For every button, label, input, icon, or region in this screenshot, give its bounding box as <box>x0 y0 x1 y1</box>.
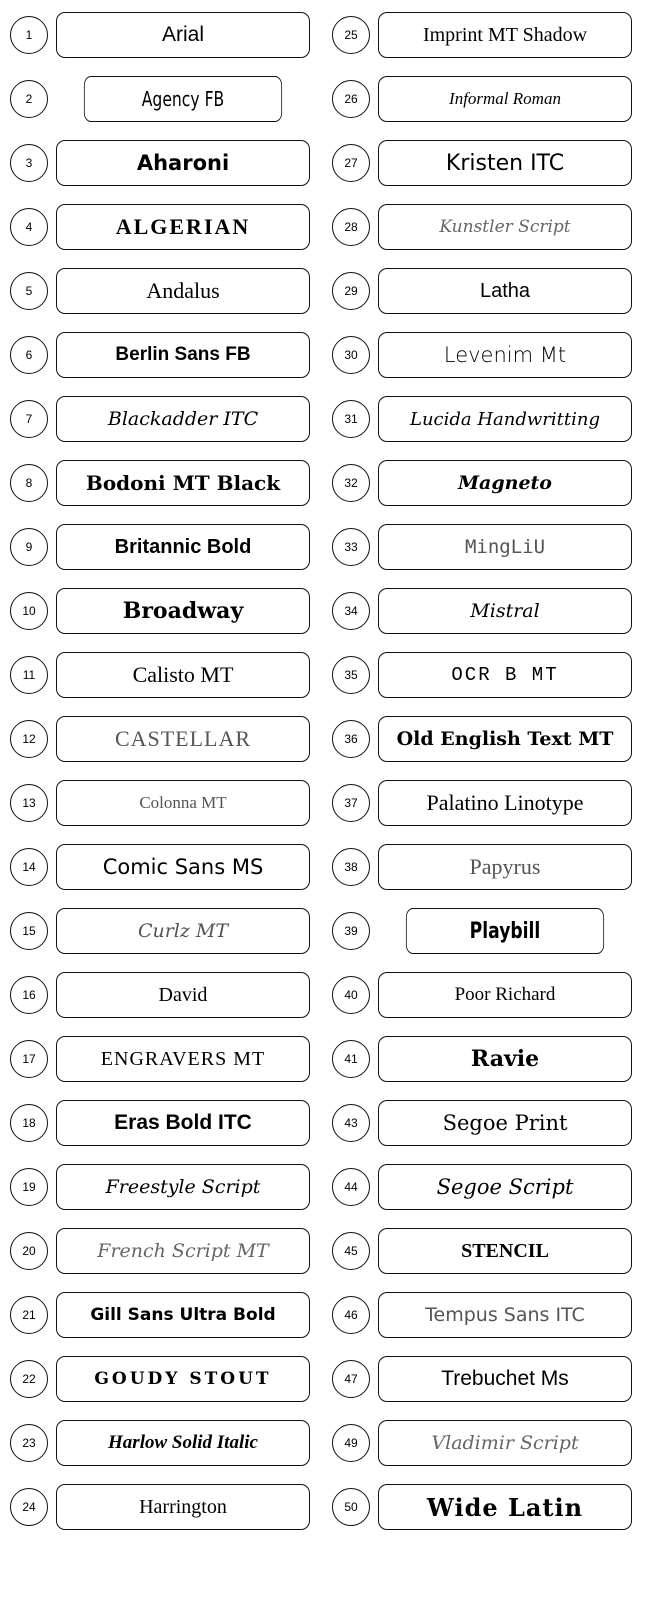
font-row-18 <box>6 1098 336 1162</box>
font-row-23 <box>6 1418 336 1482</box>
font-row-3 <box>6 138 336 202</box>
font-row-24 <box>6 1482 336 1546</box>
number-badge: 32 <box>332 464 370 502</box>
font-option-curlz-mt[interactable]: Curlz MT <box>56 908 310 954</box>
font-row-1 <box>6 10 336 74</box>
font-row-27 <box>328 138 658 202</box>
font-row-30 <box>328 330 658 394</box>
number-badge: 9 <box>10 528 48 566</box>
font-option-agency-fb[interactable]: Agency FB <box>84 76 282 122</box>
number-badge: 28 <box>332 208 370 246</box>
number-badge: 5 <box>10 272 48 310</box>
number-badge: 26 <box>332 80 370 118</box>
number-badge: 33 <box>332 528 370 566</box>
font-option-engravers-mt[interactable]: ENGRAVERS MT <box>56 1036 310 1082</box>
font-option-kunstler-script[interactable]: Kunstler Script <box>378 204 632 250</box>
font-list-left <box>6 10 336 1546</box>
font-row-31 <box>328 394 658 458</box>
font-option-lucida-handwriting[interactable]: Lucida Handwritting <box>378 396 632 442</box>
font-row-21 <box>6 1290 336 1354</box>
number-badge: 38 <box>332 848 370 886</box>
number-badge: 34 <box>332 592 370 630</box>
number-badge: 17 <box>10 1040 48 1078</box>
number-badge: 50 <box>332 1488 370 1526</box>
font-row-49 <box>328 1418 658 1482</box>
font-option-harrington[interactable]: Harrington <box>56 1484 310 1530</box>
number-badge: 7 <box>10 400 48 438</box>
font-row-15 <box>6 906 336 970</box>
font-row-16 <box>6 970 336 1034</box>
number-badge: 6 <box>10 336 48 374</box>
number-badge: 29 <box>332 272 370 310</box>
font-option-playbill[interactable]: Playbill <box>406 908 604 954</box>
font-option-mingliu[interactable]: MingLiU <box>378 524 632 570</box>
number-badge: 15 <box>10 912 48 950</box>
font-row-41 <box>328 1034 658 1098</box>
font-row-45 <box>328 1226 658 1290</box>
font-option-tempus-sans-itc[interactable]: Tempus Sans ITC <box>378 1292 632 1338</box>
number-badge: 14 <box>10 848 48 886</box>
font-row-5 <box>6 266 336 330</box>
font-row-43 <box>328 1098 658 1162</box>
font-option-wide-latin[interactable]: Wide Latin <box>378 1484 632 1530</box>
font-option-old-english-text-mt[interactable]: Old English Text MT <box>378 716 632 762</box>
font-option-aharoni[interactable]: Aharoni <box>56 140 310 186</box>
font-row-13 <box>6 778 336 842</box>
font-option-goudy-stout[interactable]: GOUDY STOUT <box>56 1356 310 1402</box>
number-badge: 12 <box>10 720 48 758</box>
number-badge: 13 <box>10 784 48 822</box>
font-option-harlow-solid-italic[interactable]: Harlow Solid Italic <box>56 1420 310 1466</box>
font-list-right <box>328 10 658 1546</box>
font-option-segoe-print[interactable]: Segoe Print <box>378 1100 632 1146</box>
number-badge: 10 <box>10 592 48 630</box>
font-row-35 <box>328 650 658 714</box>
font-row-14 <box>6 842 336 906</box>
number-badge: 24 <box>10 1488 48 1526</box>
font-option-castellar[interactable]: CASTELLAR <box>56 716 310 762</box>
font-row-6 <box>6 330 336 394</box>
font-row-8 <box>6 458 336 522</box>
font-row-36 <box>328 714 658 778</box>
number-badge: 21 <box>10 1296 48 1334</box>
font-option-colonna-mt[interactable]: Colonna MT <box>56 780 310 826</box>
font-row-38 <box>328 842 658 906</box>
font-row-19 <box>6 1162 336 1226</box>
font-option-vladimir-script[interactable]: Vladimir Script <box>378 1420 632 1466</box>
font-row-44 <box>328 1162 658 1226</box>
font-option-arial[interactable]: Arial <box>56 12 310 58</box>
font-row-47 <box>328 1354 658 1418</box>
font-row-40 <box>328 970 658 1034</box>
font-option-stencil[interactable]: STENCIL <box>378 1228 632 1274</box>
number-badge: 36 <box>332 720 370 758</box>
number-badge: 23 <box>10 1424 48 1462</box>
number-badge: 3 <box>10 144 48 182</box>
font-option-andalus[interactable]: Andalus <box>56 268 310 314</box>
number-badge: 25 <box>332 16 370 54</box>
font-row-50 <box>328 1482 658 1546</box>
font-option-informal-roman[interactable]: Informal Roman <box>378 76 632 122</box>
font-row-17 <box>6 1034 336 1098</box>
font-row-29 <box>328 266 658 330</box>
font-option-blackadder-itc[interactable]: Blackadder ITC <box>56 396 310 442</box>
font-row-12 <box>6 714 336 778</box>
number-badge: 2 <box>10 80 48 118</box>
font-option-bodoni-mt-black[interactable]: Bodoni MT Black <box>56 460 310 506</box>
number-badge: 40 <box>332 976 370 1014</box>
number-badge: 45 <box>332 1232 370 1270</box>
font-row-34 <box>328 586 658 650</box>
font-row-46 <box>328 1290 658 1354</box>
font-option-broadway[interactable]: Broadway <box>56 588 310 634</box>
font-row-22 <box>6 1354 336 1418</box>
number-badge: 47 <box>332 1360 370 1398</box>
font-option-segoe-script[interactable]: Segoe Script <box>378 1164 632 1210</box>
number-badge: 1 <box>10 16 48 54</box>
number-badge: 22 <box>10 1360 48 1398</box>
number-badge: 41 <box>332 1040 370 1078</box>
number-badge: 49 <box>332 1424 370 1462</box>
number-badge: 39 <box>332 912 370 950</box>
font-option-french-script-mt[interactable]: French Script MT <box>56 1228 310 1274</box>
font-option-britannic-bold[interactable]: Britannic Bold <box>56 524 310 570</box>
font-option-magneto[interactable]: Magneto <box>378 460 632 506</box>
font-row-25 <box>328 10 658 74</box>
number-badge: 20 <box>10 1232 48 1270</box>
number-badge: 46 <box>332 1296 370 1334</box>
font-row-9 <box>6 522 336 586</box>
number-badge: 37 <box>332 784 370 822</box>
font-option-mistral[interactable]: Mistral <box>378 588 632 634</box>
font-option-eras-bold-itc[interactable]: Eras Bold ITC <box>56 1100 310 1146</box>
number-badge: 35 <box>332 656 370 694</box>
font-row-39 <box>328 906 658 970</box>
font-row-7 <box>6 394 336 458</box>
font-row-37 <box>328 778 658 842</box>
number-badge: 31 <box>332 400 370 438</box>
font-option-comic-sans-ms[interactable]: Comic Sans MS <box>56 844 310 890</box>
font-row-2 <box>6 74 336 138</box>
number-badge: 30 <box>332 336 370 374</box>
font-row-10 <box>6 586 336 650</box>
font-row-33 <box>328 522 658 586</box>
font-option-calisto-mt[interactable]: Calisto MT <box>56 652 310 698</box>
font-option-poor-richard[interactable]: Poor Richard <box>378 972 632 1018</box>
font-option-ravie[interactable]: Ravie <box>378 1036 632 1082</box>
number-badge: 16 <box>10 976 48 1014</box>
number-badge: 27 <box>332 144 370 182</box>
font-option-palatino-linotype[interactable]: Palatino Linotype <box>378 780 632 826</box>
font-option-freestyle-script[interactable]: Freestyle Script <box>56 1164 310 1210</box>
number-badge: 4 <box>10 208 48 246</box>
font-option-algerian[interactable]: ALGERIAN <box>56 204 310 250</box>
font-option-imprint-mt-shadow[interactable]: Imprint MT Shadow <box>378 12 632 58</box>
number-badge: 8 <box>10 464 48 502</box>
number-badge: 18 <box>10 1104 48 1142</box>
font-row-4 <box>6 202 336 266</box>
font-option-trebuchet-ms[interactable]: Trebuchet Ms <box>378 1356 632 1402</box>
font-option-kristen-itc[interactable]: Kristen ITC <box>378 140 632 186</box>
number-badge: 44 <box>332 1168 370 1206</box>
font-option-levenim-mt[interactable]: Levenim Mt <box>378 332 632 378</box>
font-row-28 <box>328 202 658 266</box>
font-option-david[interactable]: David <box>56 972 310 1018</box>
font-option-gill-sans-ultra-bold[interactable]: Gill Sans Ultra Bold <box>56 1292 310 1338</box>
font-row-20 <box>6 1226 336 1290</box>
number-badge: 19 <box>10 1168 48 1206</box>
font-row-26 <box>328 74 658 138</box>
font-option-berlin-sans-fb[interactable]: Berlin Sans FB <box>56 332 310 378</box>
font-option-ocr-b-mt[interactable]: OCR B MT <box>378 652 632 698</box>
font-row-32 <box>328 458 658 522</box>
number-badge: 11 <box>10 656 48 694</box>
font-row-11 <box>6 650 336 714</box>
number-badge: 43 <box>332 1104 370 1142</box>
font-option-latha[interactable]: Latha <box>378 268 632 314</box>
font-option-papyrus[interactable]: Papyrus <box>378 844 632 890</box>
